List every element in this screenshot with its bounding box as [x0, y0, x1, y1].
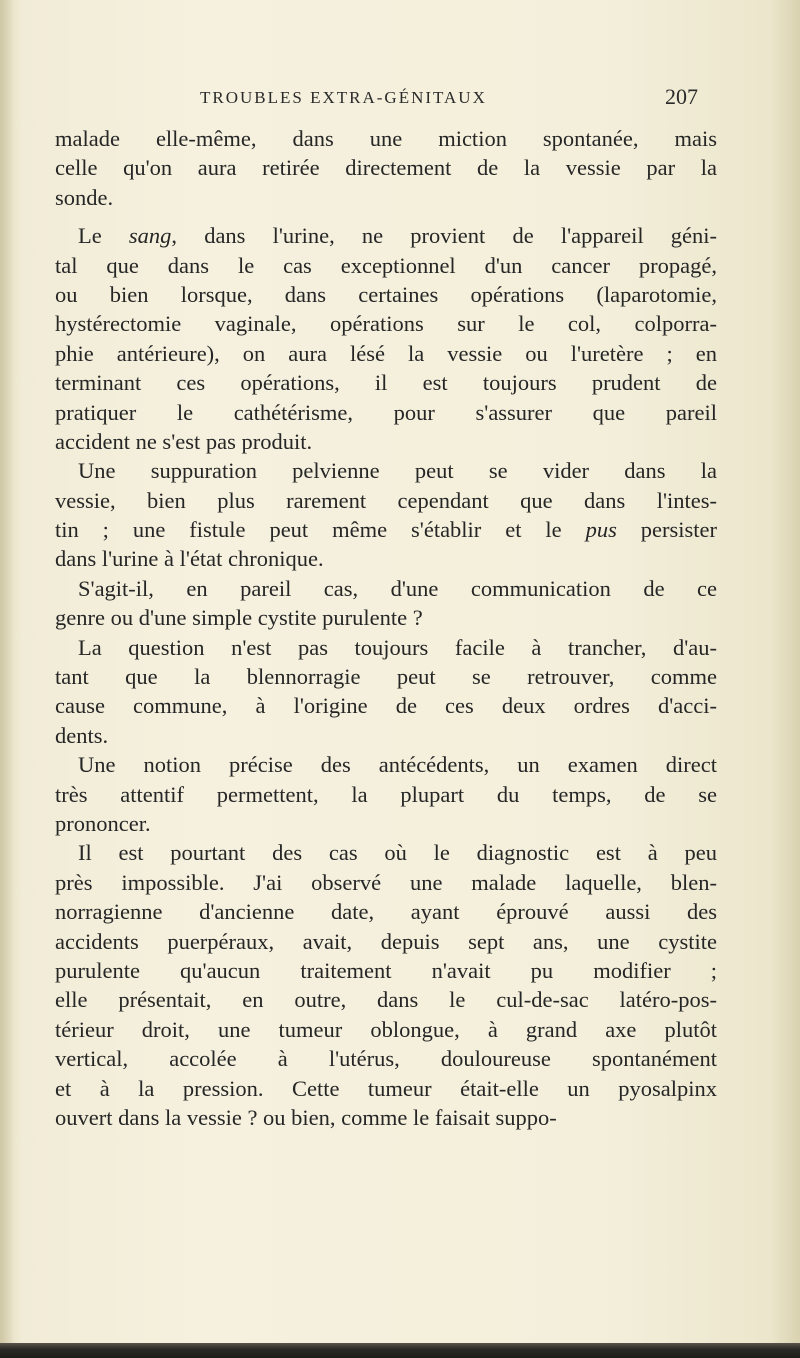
page-number: 207 [665, 84, 698, 109]
text-line: térieur droit, une tumeur oblongue, à grand axe plutôt [55, 1016, 717, 1042]
text-line: terminant ces opérations, il est toujours prudent de [55, 370, 717, 396]
text-line: elle présentait, en outre, dans le cul-de-sac latéro-pos- [55, 987, 717, 1013]
text-line: purulente qu'aucun traitement n'avait pu modifier ; [55, 957, 717, 983]
page-gutter-shadow [0, 0, 14, 1358]
text-line: et à la pression. Cette tumeur était-elle un pyosalpinx [55, 1075, 717, 1101]
text-line: Il est pourtant des cas où le diagnostic est à peu [78, 840, 717, 866]
text-line: ouvert dans la vessie ? ou bien, comme le faisait suppo- [55, 1104, 557, 1130]
text-line: prononcer. [55, 810, 151, 836]
text-line: hystérectomie vaginale, opérations sur le col, colporra- [55, 311, 717, 337]
text-line: tant que la blennorragie peut se retrouver, comme [55, 664, 717, 690]
text-line: sonde. [55, 184, 114, 210]
text-line: Une suppuration pelvienne peut se vider dans la [78, 458, 717, 484]
text-line: Le sang, dans l'urine, ne provient de l'appareil géni- [78, 223, 717, 249]
text-line: accident ne s'est pas produit. [55, 428, 313, 454]
text-line: dans l'urine à l'état chronique. [55, 546, 324, 572]
italic-word: pus [585, 517, 617, 543]
text-line: pratiquer le cathétérisme, pour s'assurer que pareil [55, 399, 717, 425]
running-title: TROUBLES EXTRA-GÉNITAUX [200, 88, 487, 107]
text-line: dents. [55, 722, 109, 748]
text-line: La question n'est pas toujours facile à trancher, d'au- [78, 634, 717, 660]
text-line: malade elle-même, dans une miction spontanée, mais [55, 126, 717, 151]
text-line: vessie, bien plus rarement cependant que dans l'intes- [55, 487, 717, 513]
body-text [55, 124, 717, 1132]
text-line: norragienne d'ancienne date, ayant éprouvé aussi des [55, 899, 717, 925]
text-line: cause commune, à l'origine de ces deux ordres d'acci- [55, 693, 717, 719]
text-line: près impossible. J'ai observé une malade laquelle, blen- [55, 869, 717, 895]
text-line: celle qu'on aura retirée directement de la vessie par la [55, 155, 717, 181]
text-line: accidents puerpéraux, avait, depuis sept ans, une cystite [55, 928, 717, 954]
text-line: vertical, accolée à l'utérus, douloureuse spontanément [55, 1046, 717, 1072]
text-line: S'agit-il, en pareil cas, d'une communication de ce [78, 575, 717, 601]
text-line: Une notion précise des antécédents, un examen direct [78, 752, 717, 778]
text-line: très attentif permettent, la plupart du temps, de se [55, 781, 717, 807]
text-line: tal que dans le cas exceptionnel d'un cancer propagé, [55, 252, 717, 278]
page-header [0, 84, 800, 118]
text-line: genre ou d'une simple cystite purulente ? [55, 605, 423, 631]
italic-word: sang [128, 223, 172, 249]
text-line: phie antérieure), on aura lésé la vessie ou l'uretère ; en [55, 340, 717, 366]
text-line: ou bien lorsque, dans certaines opérations (laparotomie, [55, 281, 717, 307]
scan-bottom-edge [0, 1343, 800, 1358]
text-line: tin ; une fistule peut même s'établir et le pus persister [55, 517, 717, 543]
